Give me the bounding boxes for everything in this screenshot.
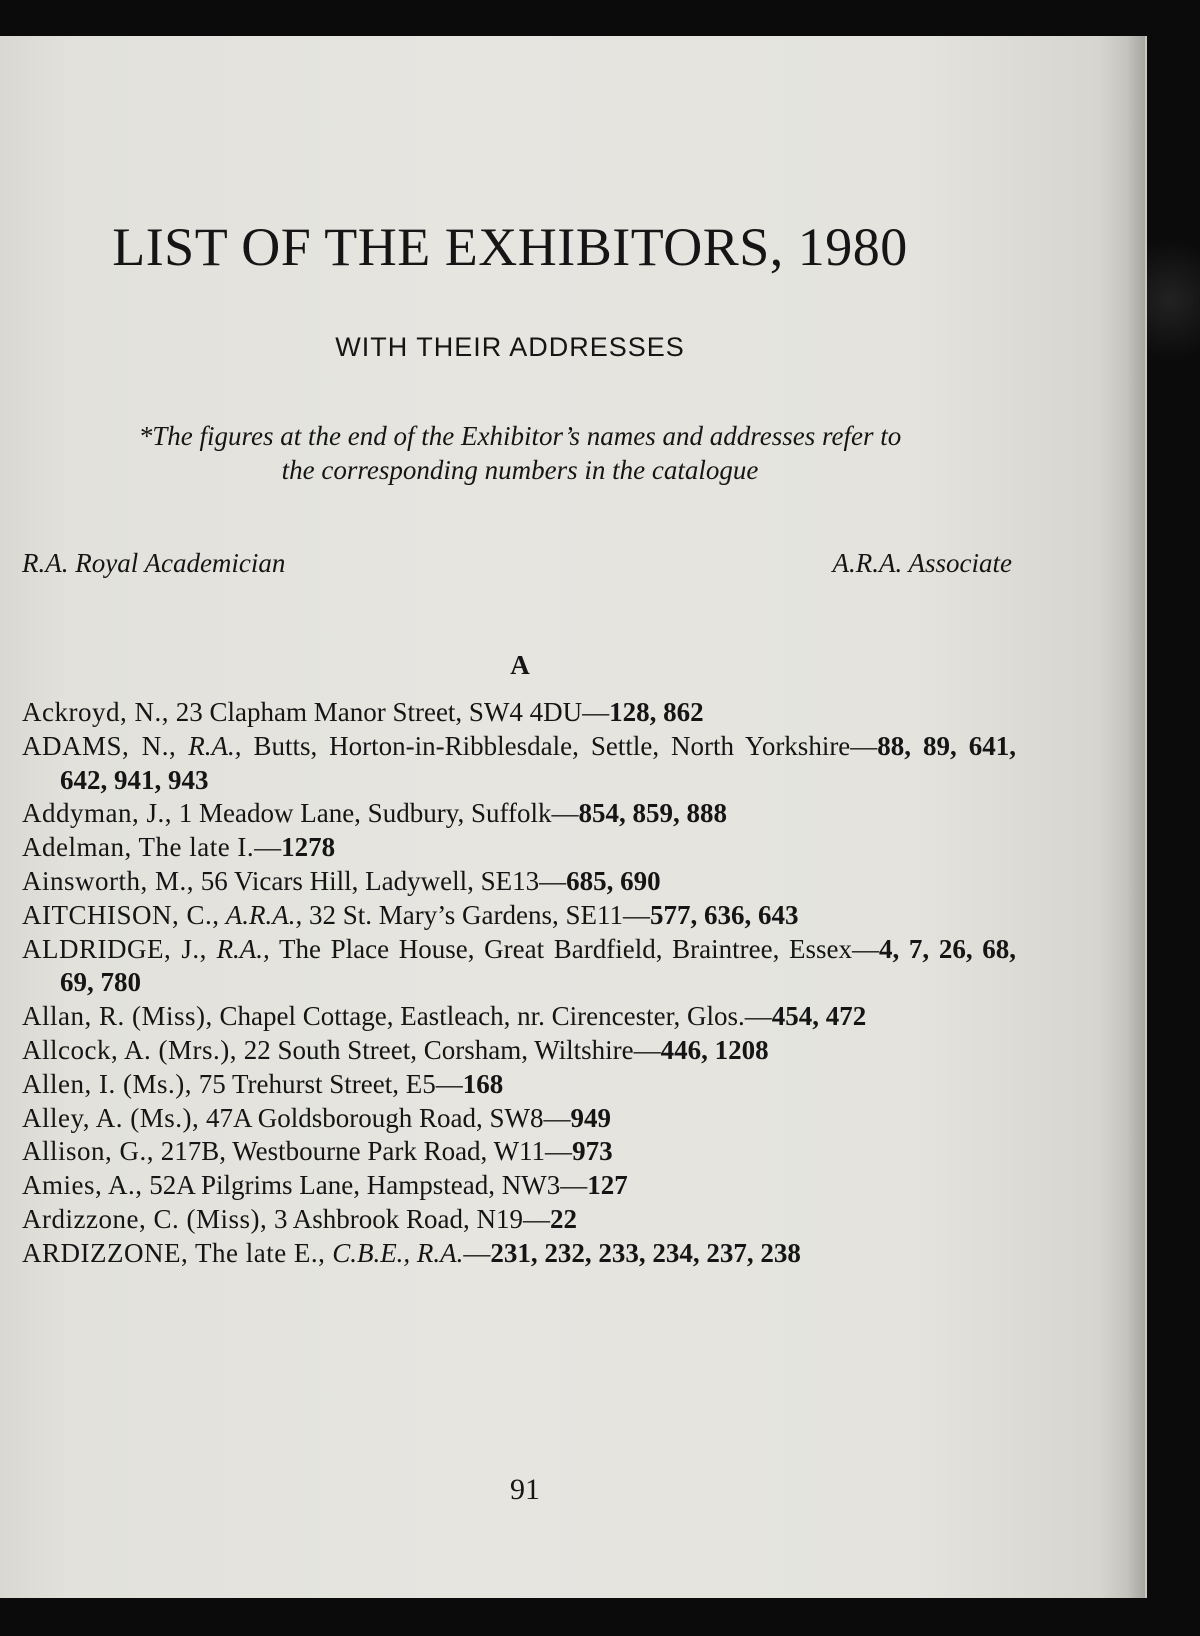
exhibitor-address: 75 Trehurst Street, E5— [191, 1068, 463, 1099]
exhibitor-entry [22, 933, 1016, 1001]
exhibitor-name: Ardizzone, C. (Miss), [22, 1203, 268, 1234]
exhibitor-address: Butts, Horton-in-Ribblesdale, Settle, North Yorkshire— [241, 730, 878, 761]
exhibitor-entry [22, 1000, 1016, 1034]
exhibitor-honours: R.A., [176, 730, 242, 761]
legend-royal-academician: R.A. Royal Academician [22, 548, 286, 578]
exhibitor-address: 1 Meadow Lane, Sudbury, Suffolk— [172, 798, 579, 829]
exhibitor-catalogue-numbers: 22 [549, 1203, 577, 1234]
exhibitor-address: Chapel Cottage, Eastleach, nr. Cirencester, Glos.— [212, 1001, 772, 1032]
exhibitor-catalogue-numbers: 4, 7, 26, 68, 69, 780 [60, 933, 1016, 998]
exhibitor-address: 56 Vicars Hill, Ladywell, SE13— [194, 865, 567, 896]
catalogue-note [20, 419, 1020, 487]
exhibitor-address: 47A Goldsborough Road, SW8— [199, 1102, 571, 1133]
catalogue-note-line-1: *The figures at the end of the Exhibitor’s names and addresses refer to [138, 421, 902, 451]
exhibitor-name: Ainsworth, M., [22, 865, 195, 896]
exhibitor-name: Ackroyd, N., [22, 697, 169, 727]
exhibitor-entry [22, 865, 1016, 899]
exhibitor-list [22, 696, 1016, 1271]
exhibitor-name: ADAMS, N., [22, 730, 177, 761]
exhibitor-entry [22, 696, 1016, 730]
exhibitor-entry [22, 1034, 1016, 1068]
exhibitor-address: 217B, Westbourne Park Road, W11— [154, 1136, 573, 1167]
exhibitor-catalogue-numbers: 854, 859, 888 [578, 798, 727, 829]
exhibitor-name: Alley, A. (Ms.), [22, 1102, 200, 1133]
exhibitor-catalogue-numbers: 949 [570, 1102, 611, 1133]
exhibitor-name: AITCHISON, C., [22, 899, 220, 930]
page-subtitle: WITH THEIR ADDRESSES [335, 332, 685, 362]
exhibitor-entry [22, 1169, 1016, 1203]
exhibitor-entry [22, 797, 1016, 831]
exhibitor-name: Allison, G., [22, 1136, 155, 1167]
exhibitor-address: The Place House, Great Bardfield, Braintree, Essex— [269, 933, 879, 964]
exhibitor-entry [22, 1068, 1016, 1102]
exhibitor-address: 52A Pilgrims Lane, Hampstead, NW3— [142, 1170, 588, 1201]
exhibitor-honours: C.B.E., R.A. [325, 1237, 464, 1268]
exhibitor-entry [22, 1102, 1016, 1136]
legend-associate: A.R.A. Associate [832, 548, 1012, 578]
exhibitor-address: 23 Clapham Manor Street, SW4 4DU— [168, 697, 610, 727]
exhibitor-name: Addyman, J., [22, 798, 172, 829]
exhibitor-name: Amies, A., [22, 1170, 143, 1201]
exhibitor-entry [22, 899, 1016, 933]
exhibitor-address: 3 Ashbrook Road, N19— [267, 1203, 550, 1234]
exhibitor-catalogue-numbers: 88, 89, 641, 642, 941, 943 [60, 730, 1016, 795]
exhibitor-name: Adelman, The late I. [22, 832, 255, 863]
exhibitor-name: Allan, R. (Miss), [22, 1001, 213, 1032]
exhibitor-catalogue-numbers: 577, 636, 643 [650, 899, 799, 930]
exhibitor-entry [22, 730, 1016, 798]
exhibitor-name: Allen, I. (Ms.), [22, 1068, 192, 1099]
exhibitor-catalogue-numbers: 1278 [281, 832, 336, 863]
exhibitor-name: ARDIZZONE, The late E., [22, 1237, 326, 1268]
exhibitor-name: Allcock, A. (Mrs.), [22, 1034, 237, 1065]
exhibitor-entry [22, 1135, 1016, 1169]
exhibitor-address: — [463, 1237, 491, 1268]
exhibitor-address: — [254, 832, 282, 863]
catalogue-note-line-2: the corresponding numbers in the catalogue [281, 455, 759, 485]
exhibitor-catalogue-numbers: 231, 232, 233, 234, 237, 238 [490, 1237, 801, 1268]
exhibitor-honours: R.A., [206, 933, 270, 964]
page-number: 91 [510, 1473, 540, 1506]
page-title: LIST OF THE EXHIBITORS, 1980 [112, 217, 908, 277]
exhibitor-honours: A.R.A., [219, 899, 303, 930]
section-letter: A [510, 650, 530, 680]
exhibitor-catalogue-numbers: 446, 1208 [660, 1034, 769, 1065]
exhibitor-catalogue-numbers: 127 [587, 1170, 628, 1201]
exhibitor-address: 22 South Street, Corsham, Wiltshire— [236, 1034, 661, 1065]
page-edge-shadow [1127, 36, 1145, 1598]
exhibitor-catalogue-numbers: 454, 472 [771, 1001, 867, 1032]
exhibitor-entry [22, 1237, 1016, 1271]
exhibitor-name: ALDRIDGE, J., [22, 933, 207, 964]
exhibitor-address: 32 St. Mary’s Gardens, SE11— [302, 899, 650, 930]
exhibitor-catalogue-numbers: 128, 862 [609, 697, 704, 727]
exhibitor-entry [22, 1203, 1016, 1237]
exhibitor-entry [22, 831, 1016, 865]
book-page [0, 36, 1145, 1598]
exhibitor-catalogue-numbers: 168 [462, 1068, 504, 1099]
exhibitor-catalogue-numbers: 973 [572, 1136, 613, 1167]
exhibitor-catalogue-numbers: 685, 690 [566, 865, 661, 896]
